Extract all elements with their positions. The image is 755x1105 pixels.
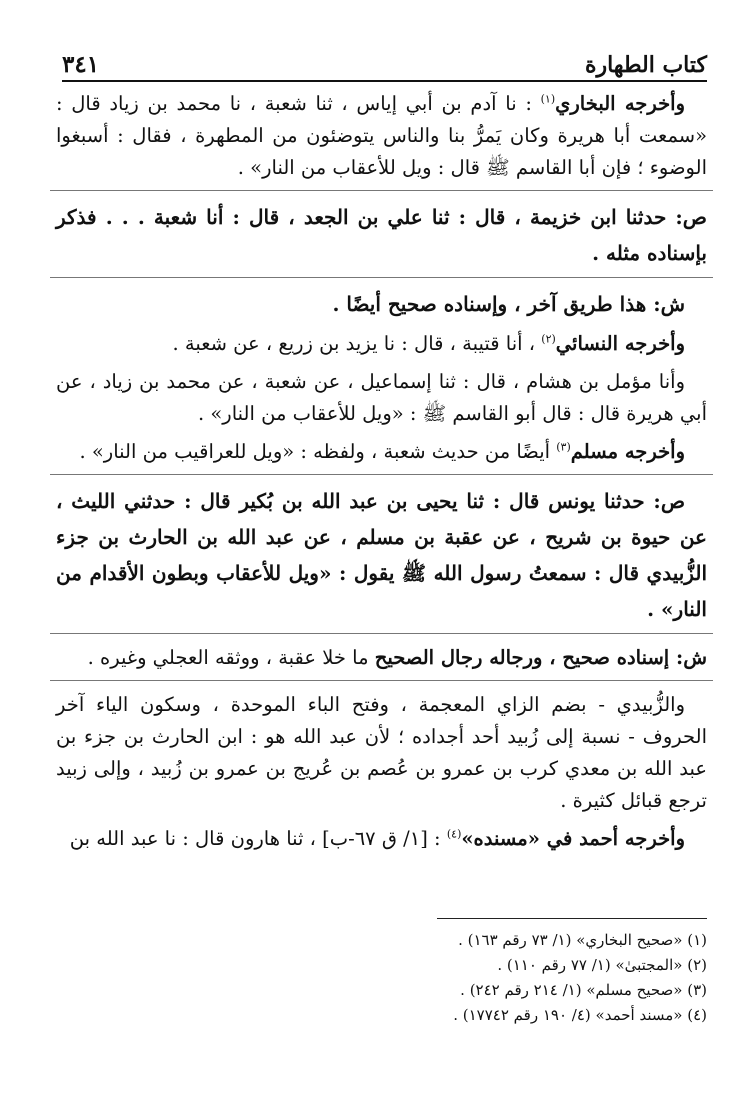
- section-divider: [50, 190, 713, 191]
- source-label: وأخرجه أحمد في «مسنده»: [461, 827, 685, 850]
- paragraph-bukhari: [56, 88, 707, 184]
- paragraph-text: أيضًا من حديث شعبة ، ولفظه : «ويل للعراقيب من النار» .: [79, 440, 551, 463]
- footnote-rule: [437, 918, 707, 919]
- source-label: وأخرجه النسائي: [555, 332, 685, 355]
- footnote-1: (١) «صحيح البخاري» (١/ ٧٣ رقم ١٦٣) .: [458, 931, 707, 949]
- paragraph-nasai: [56, 328, 707, 360]
- section-divider: [50, 633, 713, 634]
- page-number: ٣٤١: [62, 51, 100, 78]
- source-label: وأخرجه مسلم: [570, 440, 685, 463]
- paragraph-muslim: [56, 436, 707, 468]
- paragraph-shin-2: [56, 642, 707, 674]
- footnote-3: (٣) «صحيح مسلم» (١/ ٢١٤ رقم ٢٤٢) .: [460, 981, 707, 999]
- footnote-4: (٤) «مسند أحمد» (٤/ ١٩٠ رقم ١٧٧٤٢) .: [453, 1006, 707, 1024]
- section-divider: [50, 277, 713, 278]
- running-header: [62, 38, 707, 78]
- footnote-ref-2[interactable]: (٢): [541, 332, 556, 346]
- paragraph-text: : نا آدم بن أبي إياس ، ثنا شعبة ، نا محمد بن زياد قال : «سمعت أبا هريرة وكان يَمرُّ بنا والناس يتوضئون من المطهرة ، فقال : أسبغوا الوضوء ؛ فإن أبا القاسم ﷺ قال : ويل للأعقاب من النار» .: [56, 92, 707, 179]
- main-text: [56, 88, 707, 861]
- paragraph-sad-1: ص: حدثنا ابن خزيمة ، قال : ثنا علي بن الجعد ، قال : أنا شعبة . . . فذكر بإسناده مثله .: [56, 205, 707, 265]
- section-divider: [50, 680, 713, 681]
- footnote-ref-1[interactable]: (١): [540, 92, 556, 106]
- footnote-ref-3[interactable]: (٣): [556, 440, 571, 454]
- header-rule: [62, 80, 707, 82]
- footnotes: [300, 928, 707, 1028]
- paragraph-ahmad: [56, 823, 707, 855]
- paragraph-sad-2: ص: حدثنا يونس قال : ثنا يحيى بن عبد الله بن بُكير قال : حدثني الليث ، عن حيوة بن شريح ، عن عقبة بن مسلم ، عن عبد الله بن الحارث بن جزء الزُّبيدي قال : سمعتُ رسول الله ﷺ يقول : «ويل للأعقاب وبطون الأقدام من النار» .: [56, 489, 707, 621]
- paragraph-text: ما خلا عقبة ، ووثقه العجلي وغيره .: [87, 646, 369, 669]
- source-label: وأخرجه البخاري: [555, 92, 685, 115]
- grading-label: ش: إسناده صحيح ، ورجاله رجال الصحيح: [374, 646, 707, 669]
- section-divider: [50, 474, 713, 475]
- paragraph-zubaidi: والزُّبيدي - بضم الزاي المعجمة ، وفتح الباء الموحدة ، وسكون الياء آخر الحروف - نسبة إلى زُبيد أحد أجداده ؛ لأن عبد الله هو : ابن الحارث بن جزء بن عبد الله بن معدي كرب بن عمرو بن عُصم بن عُريج بن عمرو بن زُبيد ، وإلى زبيد ترجع قبائل كثيرة .: [56, 693, 707, 812]
- footnote-2: (٢) «المجتبىٰ» (١/ ٧٧ رقم ١١٠) .: [497, 956, 707, 974]
- paragraph-text: : [١/ ق ٦٧-ب] ، ثنا هارون قال : نا عبد الله بن: [69, 827, 441, 850]
- chapter-title: كتاب الطهارة: [584, 52, 707, 78]
- paragraph-shin-1: ش: هذا طريق آخر ، وإسناده صحيح أيضًا .: [332, 292, 685, 316]
- paragraph-text: ، أنا قتيبة ، قال : نا يزيد بن زريع ، عن شعبة .: [172, 332, 536, 355]
- paragraph-muammal: وأنا مؤمل بن هشام ، قال : ثنا إسماعيل ، عن شعبة ، عن محمد بن زياد ، عن أبي هريرة قال : قال أبو القاسم ﷺ : «ويل للأعقاب من النار» .: [56, 370, 707, 425]
- footnote-ref-4[interactable]: (٤): [446, 827, 462, 841]
